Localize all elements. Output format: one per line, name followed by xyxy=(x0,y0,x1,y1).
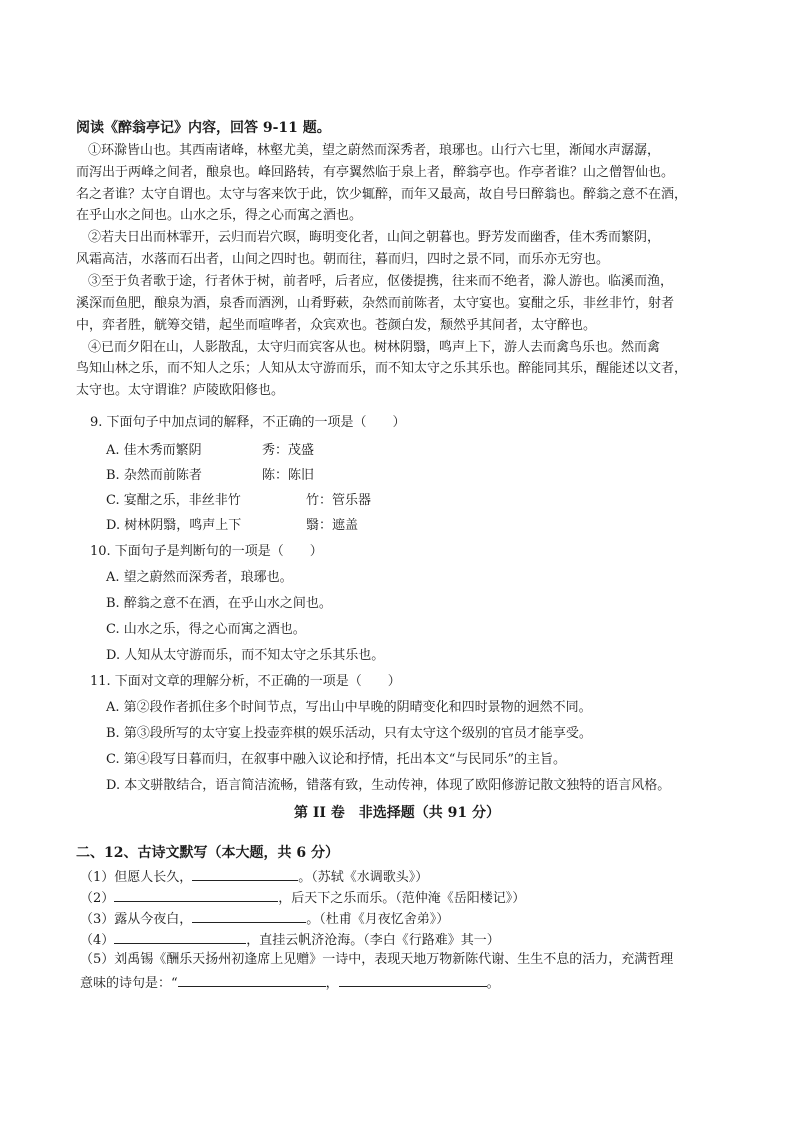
option-gloss: 翳：遮盖 xyxy=(306,518,359,533)
recite-separator: ， xyxy=(325,976,339,991)
passage-line: 风霜高洁，水落而石出者，山间之四时也。朝而往，暮而归，四时之景不同，而乐亦无穷也。 xyxy=(76,252,610,267)
recite-prefix: （2） xyxy=(80,891,115,906)
recite-item-2 xyxy=(80,887,525,909)
recite-item-5-cont xyxy=(80,972,500,994)
passage-line: 中，弈者胜，觥筹交错，起坐而喧哗者，众宾欢也。苍颜白发，颓然乎其间者，太守醉也。 xyxy=(76,318,597,333)
option-a[interactable] xyxy=(106,441,202,461)
recite-item-5: （5）刘禹锡《酬乐天扬州初逢席上见赠》一诗中，表现天地万物新陈代谢、生生不息的活力，充满哲理 xyxy=(80,952,674,967)
passage-line: 鸟知山林之乐，而不知人之乐；人知从太守游而乐，而不知太守之乐其乐也。醉能同其乐，醒能述以文者， xyxy=(76,361,688,376)
recite-prefix: 意味的诗句是：“ xyxy=(80,976,178,991)
recite-suffix: 。（苏轼《水调歌头》） xyxy=(298,870,429,885)
option-d[interactable]: D. 人知从太守游而乐，而不知太守之乐其乐也。 xyxy=(106,648,385,663)
recite-prefix: （4） xyxy=(80,933,115,948)
passage-line: ①环滁皆山也。其西南诸峰，林壑尤美，望之蔚然而深秀者，琅琊也。山行六七里，渐闻水声潺潺， xyxy=(88,143,661,158)
answer-blank[interactable] xyxy=(114,929,246,944)
option-d[interactable] xyxy=(106,516,241,536)
answer-blank[interactable] xyxy=(339,972,487,987)
recite-prefix: （3）露从今夜白， xyxy=(80,912,193,927)
option-sentence: B. 杂然而前陈者 xyxy=(106,468,202,483)
passage-line: 而泻出于两峰之间者，酿泉也。峰回路转，有亭翼然临于泉上者，醉翁亭也。作亭者谁？山之僧智仙也。 xyxy=(76,165,675,180)
option-b[interactable]: B. 第③段所写的太守宴上投壶弈棋的娱乐活动，只有太守这个级别的官员才能享受。 xyxy=(106,726,592,741)
passage-line: 溪深而鱼肥，酿泉为酒，泉香而酒洌，山肴野蔌，杂然而前陈者，太守宴也。宴酣之乐，非丝非竹，射者 xyxy=(76,296,675,311)
recite-suffix: ，直挂云帆济沧海。（李白《行路难》其一） xyxy=(246,933,500,948)
option-d[interactable]: D. 本文骈散结合，语言简洁流畅，错落有致，生动传神，体现了欧阳修游记散文独特的语言风格。 xyxy=(106,778,671,793)
recite-item-1 xyxy=(80,866,428,888)
recite-item-3 xyxy=(80,908,449,930)
passage-line: ②若夫日出而林霏开，云归而岩穴暝，晦明变化者，山间之朝暮也。野芳发而幽香，佳木秀而繁阴， xyxy=(88,230,661,245)
option-gloss: 竹：管乐器 xyxy=(306,493,372,508)
answer-blank[interactable] xyxy=(192,866,298,881)
option-a[interactable]: A. 望之蔚然而深秀者，琅琊也。 xyxy=(106,570,293,585)
passage-line: 名之者谁？太守自谓也。太守与客来饮于此，饮少辄醉，而年又最高，故自号曰醉翁也。醉翁之意不在酒， xyxy=(76,187,688,202)
passage-line: ④已而夕阳在山，人影散乱，太守归而宾客从也。树林阴翳，鸣声上下，游人去而禽鸟乐也。然而禽 xyxy=(88,340,661,355)
option-c[interactable] xyxy=(106,491,241,511)
passage-line: ③至于负者歌于途，行者休于树，前者呼，后者应，伛偻提携，往来而不绝者，滁人游也。临溪而渔， xyxy=(88,274,674,289)
option-gloss: 秀：茂盛 xyxy=(262,443,315,458)
question-stem: 9. 下面句子中加点词的解释，不正确的一项是（ ） xyxy=(90,415,406,430)
question-stem: 11. 下面对文章的理解分析，不正确的一项是（ ） xyxy=(90,674,401,689)
part-header: 二、12、古诗文默写（本大题，共 6 分） xyxy=(76,845,339,861)
recite-prefix: （1）但愿人长久， xyxy=(80,870,193,885)
answer-blank[interactable] xyxy=(114,887,278,902)
reading-header: 阅读《醉翁亭记》内容，回答 9-11 题。 xyxy=(76,120,331,136)
option-c[interactable]: C. 第④段写日暮而归，在叙事中融入议论和抒情，托出本文“与民同乐”的主旨。 xyxy=(106,752,567,767)
option-sentence: C. 宴酣之乐，非丝非竹 xyxy=(106,493,241,508)
question-stem: 10. 下面句子是判断句的一项是（ ） xyxy=(90,544,323,559)
answer-blank[interactable] xyxy=(178,972,326,987)
section-title: 第 II 卷 非选择题（共 91 分） xyxy=(293,805,501,821)
recite-item-4 xyxy=(80,929,500,951)
answer-blank[interactable] xyxy=(192,908,306,923)
option-b[interactable]: B. 醉翁之意不在酒，在乎山水之间也。 xyxy=(106,596,332,611)
passage-line: 太守也。太守谓谁？庐陵欧阳修也。 xyxy=(76,383,285,398)
option-a[interactable]: A. 第②段作者抓住多个时间节点，写出山中早晚的阴晴变化和四时景物的迥然不同。 xyxy=(106,700,592,715)
option-gloss: 陈：陈旧 xyxy=(262,468,315,483)
option-c[interactable]: C. 山水之乐，得之心而寓之酒也。 xyxy=(106,622,306,637)
option-sentence: A. 佳木秀而繁阴 xyxy=(106,443,202,458)
recite-suffix: 。（杜甫《月夜忆舍弟》） xyxy=(306,912,450,927)
option-sentence: D. 树林阴翳，鸣声上下 xyxy=(106,518,242,533)
option-b[interactable] xyxy=(106,466,202,486)
passage-line: 在乎山水之间也。山水之乐，得之心而寓之酒也。 xyxy=(76,208,363,223)
recite-suffix: 。 xyxy=(486,976,500,991)
recite-suffix: ，后天下之乐而乐。（范仲淹《岳阳楼记》） xyxy=(278,891,526,906)
